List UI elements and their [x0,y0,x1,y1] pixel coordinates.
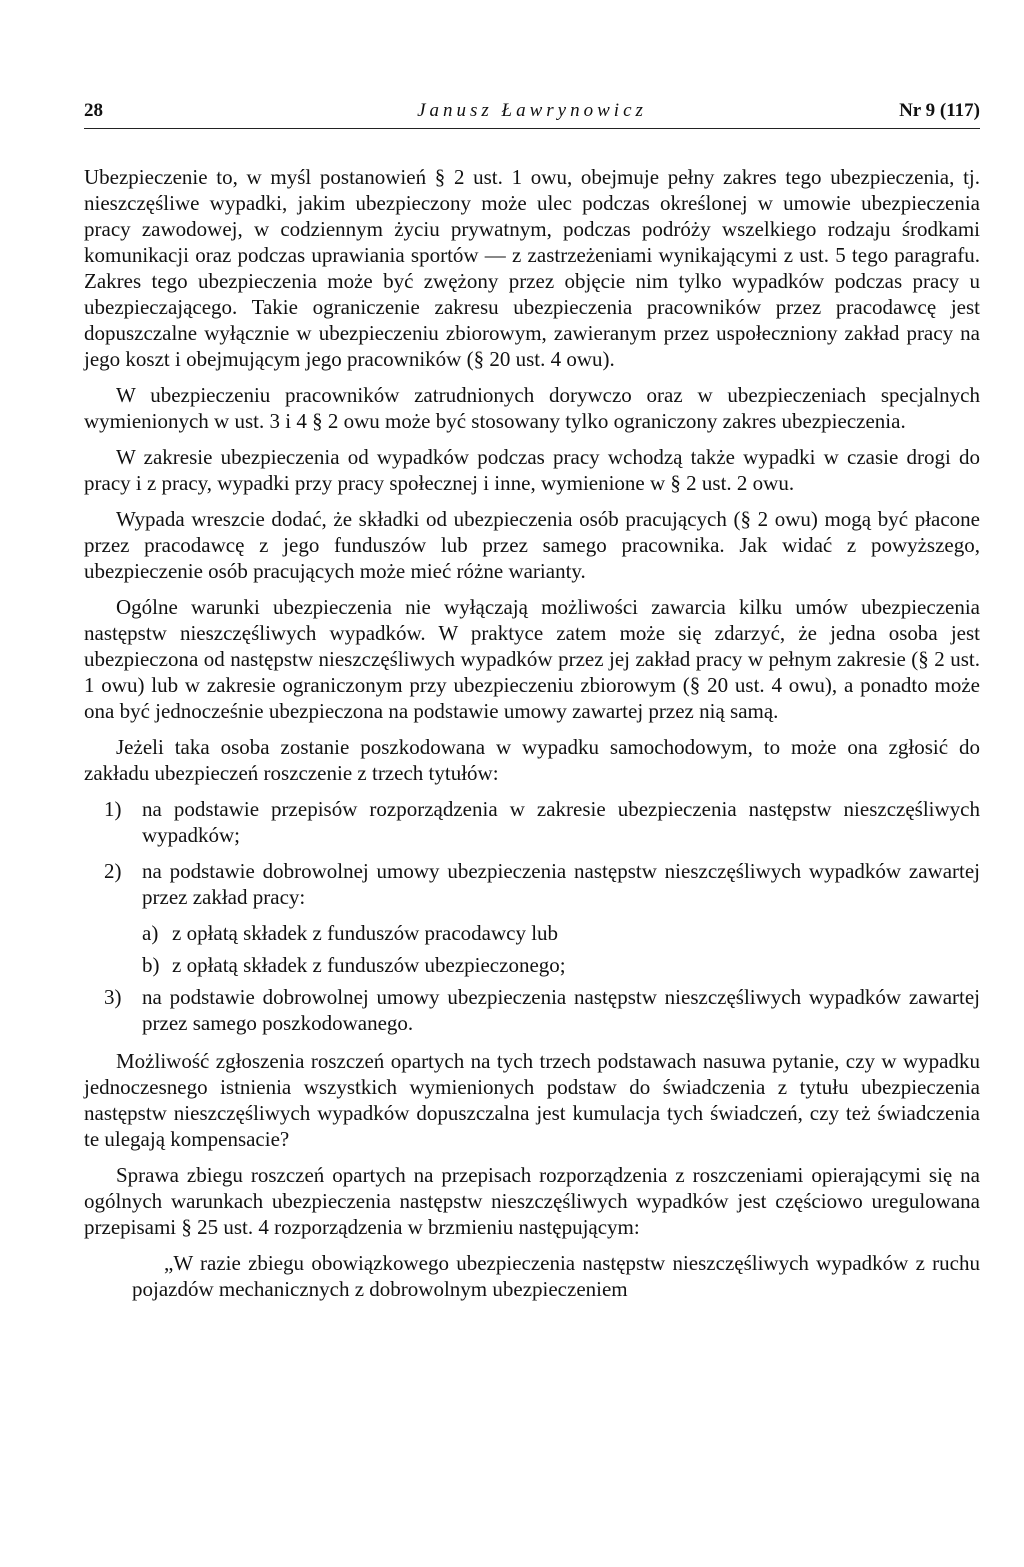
list-item-text: z opłatą składek z funduszów pracodawcy lub [172,921,559,945]
paragraph: Ubezpieczenie to, w myśl postanowień § 2 ust. 1 owu, obejmuje pełny zakres tego ubezpieczenia, tj. nieszczęśliwe wypadki, jakim ubezpieczony może ulec podczas określonej w umowie ubezpieczenia pracy zawodowej, w codziennym życiu prywatnym, podczas podróży wszelkiego rodzaju środkami komunikacji oraz podczas uprawiania sportów — z zastrzeżeniami wynikającymi z ust. 5 tego paragrafu. Zakres tego ubezpieczenia może być zwężony przez objęcie nim tylko wypadków podczas pracy u ubezpieczającego. Takie ograniczenie zakresu ubezpieczenia pracowników przez pracodawcę jest dopuszczalne wyłącznie w ubezpieczeniu zbiorowym, zawieranym przez uspołeczniony zakład pracy na jego koszt i obejmującym jego pracowników (§ 20 ust. 4 owu). [84,165,980,371]
list-item-text: na podstawie dobrowolnej umowy ubezpieczenia następstw nieszczęśliwych wypadków zawartej przez samego poszkodowanego. [142,985,980,1035]
running-title: Janusz Ławrynowicz [417,100,647,121]
paragraph: W zakresie ubezpieczenia od wypadków podczas pracy wchodzą także wypadki w czasie drogi do pracy i z pracy, wypadki przy pracy społecznej i inne, wymienione w § 2 ust. 2 owu. [84,445,980,495]
issue-number: Nr 9 (117) [899,100,980,121]
list-subitem [84,920,980,946]
paragraph: Ogólne warunki ubezpieczenia nie wyłączają możliwości zawarcia kilku umów ubezpieczenia następstw nieszczęśliwych wypadków. W praktyce zatem może się zdarzyć, że jedna osoba jest ubezpieczona od następstw nieszczęśliwych wypadków przez jej zakład pracy w pełnym zakresie (§ 2 ust. 1 owu) lub w zakresie ograniczonym przy ubezpieczeniu zbiorowym (§ 20 ust. 4 owu), a ponadto może ona być jednocześnie ubezpieczona na podstawie umowy zawartej przez nią samą. [84,595,980,723]
page-header [84,96,980,129]
list-item [84,796,980,848]
list-item-text: z opłatą składek z funduszów ubezpieczonego; [172,953,566,977]
paragraph: Jeżeli taka osoba zostanie poszkodowana w wypadku samochodowym, to może ona zgłosić do zakładu ubezpieczeń roszczenie z trzech tytułów: [84,735,980,785]
list-item-text: na podstawie dobrowolnej umowy ubezpieczenia następstw nieszczęśliwych wypadków zawartej przez zakład pracy: [142,859,980,909]
list-item [84,984,980,1036]
list-marker: 2) [104,859,122,883]
paragraph: W ubezpieczeniu pracowników zatrudnionych dorywczo oraz w ubezpieczeniach specjalnych wymienionych w ust. 3 i 4 § 2 owu może być stosowany tylko ograniczony zakres ubezpieczenia. [84,383,980,433]
list-marker: 3) [104,985,122,1009]
paragraph: Wypada wreszcie dodać, że składki od ubezpieczenia osób pracujących (§ 2 owu) mogą być płacone przez pracodawcę z jego funduszów lub przez samego pracownika. Jak widać z powyższego, ubezpieczenie osób pracujących może mieć różne warianty. [84,507,980,583]
list-item-text: na podstawie przepisów rozporządzenia w zakresie ubezpieczenia następstw nieszczęśliwych wypadków; [142,797,980,847]
list-marker: a) [142,921,159,945]
list-item [84,858,980,910]
paragraph: Możliwość zgłoszenia roszczeń opartych na tych trzech podstawach nasuwa pytanie, czy w wypadku jednoczesnego istnienia wszystkich wymienionych podstaw do świadczenia z tytułu ubezpieczenia następstw nieszczęśliwych wypadków dopuszczalna jest kumulacja tych świadczeń, czy też świadczenia te ulegają kompensacie? [84,1049,980,1151]
list-marker: b) [142,953,160,977]
paragraph: Sprawa zbiegu roszczeń opartych na przepisach rozporządzenia z roszczeniami opierającymi się na ogólnych warunkach ubezpieczenia następstw nieszczęśliwych wypadków jest częściowo uregulowana przepisami § 25 ust. 4 rozporządzenia w brzmieniu następującym: [84,1163,980,1239]
page-number: 28 [84,100,103,121]
list-subitem [84,952,980,978]
list-marker: 1) [104,797,122,821]
quotation: „W razie zbiegu obowiązkowego ubezpieczenia następstw nieszczęśliwych wypadków z ruchu pojazdów mechanicznych z dobrowolnym ubezpieczeniem [132,1251,980,1301]
body-text [84,164,980,1312]
claims-list [84,796,980,1036]
